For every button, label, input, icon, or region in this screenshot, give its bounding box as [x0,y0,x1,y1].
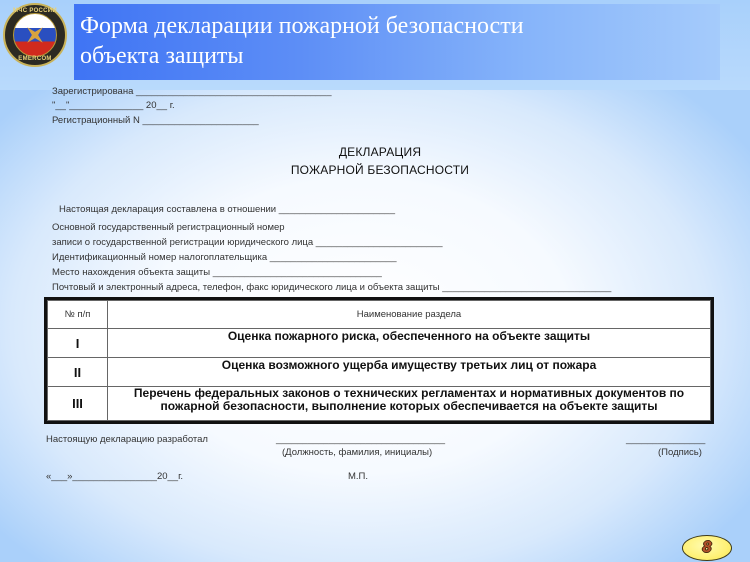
document-heading-1: ДЕКЛАРАЦИЯ [338,145,422,159]
date-field: «___»________________20__г. [46,471,184,482]
title-line-1: Форма декларации пожарной безопасности [80,13,524,39]
star-icon [19,19,50,50]
emercom-logo-icon [3,3,67,67]
ogrn-label: Основной государственный регистрационный номер [52,222,285,233]
registered-field: Зарегистрирована _____________________________________ [52,86,332,97]
row-num: I [48,329,108,358]
row-section: Перечень федеральных законов о технических регламентах и нормативных документов по пожарной безопасности, выполнение которых обеспечивается на объекте защиты [108,387,711,421]
table-row [48,358,711,387]
ogrn-field: записи о государственной регистрации юридического лица ________________________ [52,237,443,248]
contacts-field: Почтовый и электронный адреса, телефон, факс юридического лица и объекта защиты ________________________________ [52,282,612,293]
stamp-label: М.П. [348,471,369,482]
inn-field: Идентификационный номер налогоплательщика ________________________ [52,252,397,263]
flag-emblem-icon [13,13,57,57]
location-field: Место нахождения объекта защиты ________________________________ [52,267,382,278]
signature-line: _______________ [626,434,706,445]
title-line-2: объекта защиты [80,43,244,69]
registration-date-field: "__"______________ 20__ г. [52,100,175,111]
sections-table [44,297,714,424]
developed-by-label: Настоящую декларацию разработал [46,434,208,445]
table-header-row [48,301,711,329]
row-section: Оценка возможного ущерба имуществу третьих лиц от пожара [108,358,711,387]
document-heading-2: ПОЖАРНОЙ БЕЗОПАСНОСТИ [290,163,470,177]
table-row [48,329,711,358]
row-num: II [48,358,108,387]
compiled-for-field: Настоящая декларация составлена в отношении ______________________ [59,204,395,215]
page-number: 8 [702,539,712,556]
table-row [48,387,711,421]
row-num: III [48,387,108,421]
signature-caption: (Подпись) [658,447,702,458]
page-number-badge [682,535,732,561]
header-num: № п/п [48,301,108,329]
logo-top-text: МЧС РОССИИ [12,8,58,14]
position-line: ________________________________ [276,434,446,445]
registration-number-field: Регистрационный N ______________________ [52,115,259,126]
row-section: Оценка пожарного риска, обеспеченного на объекте защиты [108,329,711,358]
slide-title [74,4,720,80]
position-caption: (Должность, фамилия, инициалы) [282,447,433,458]
header-section: Наименование раздела [108,301,711,329]
logo-bottom-text: EMERCOM [18,56,52,62]
